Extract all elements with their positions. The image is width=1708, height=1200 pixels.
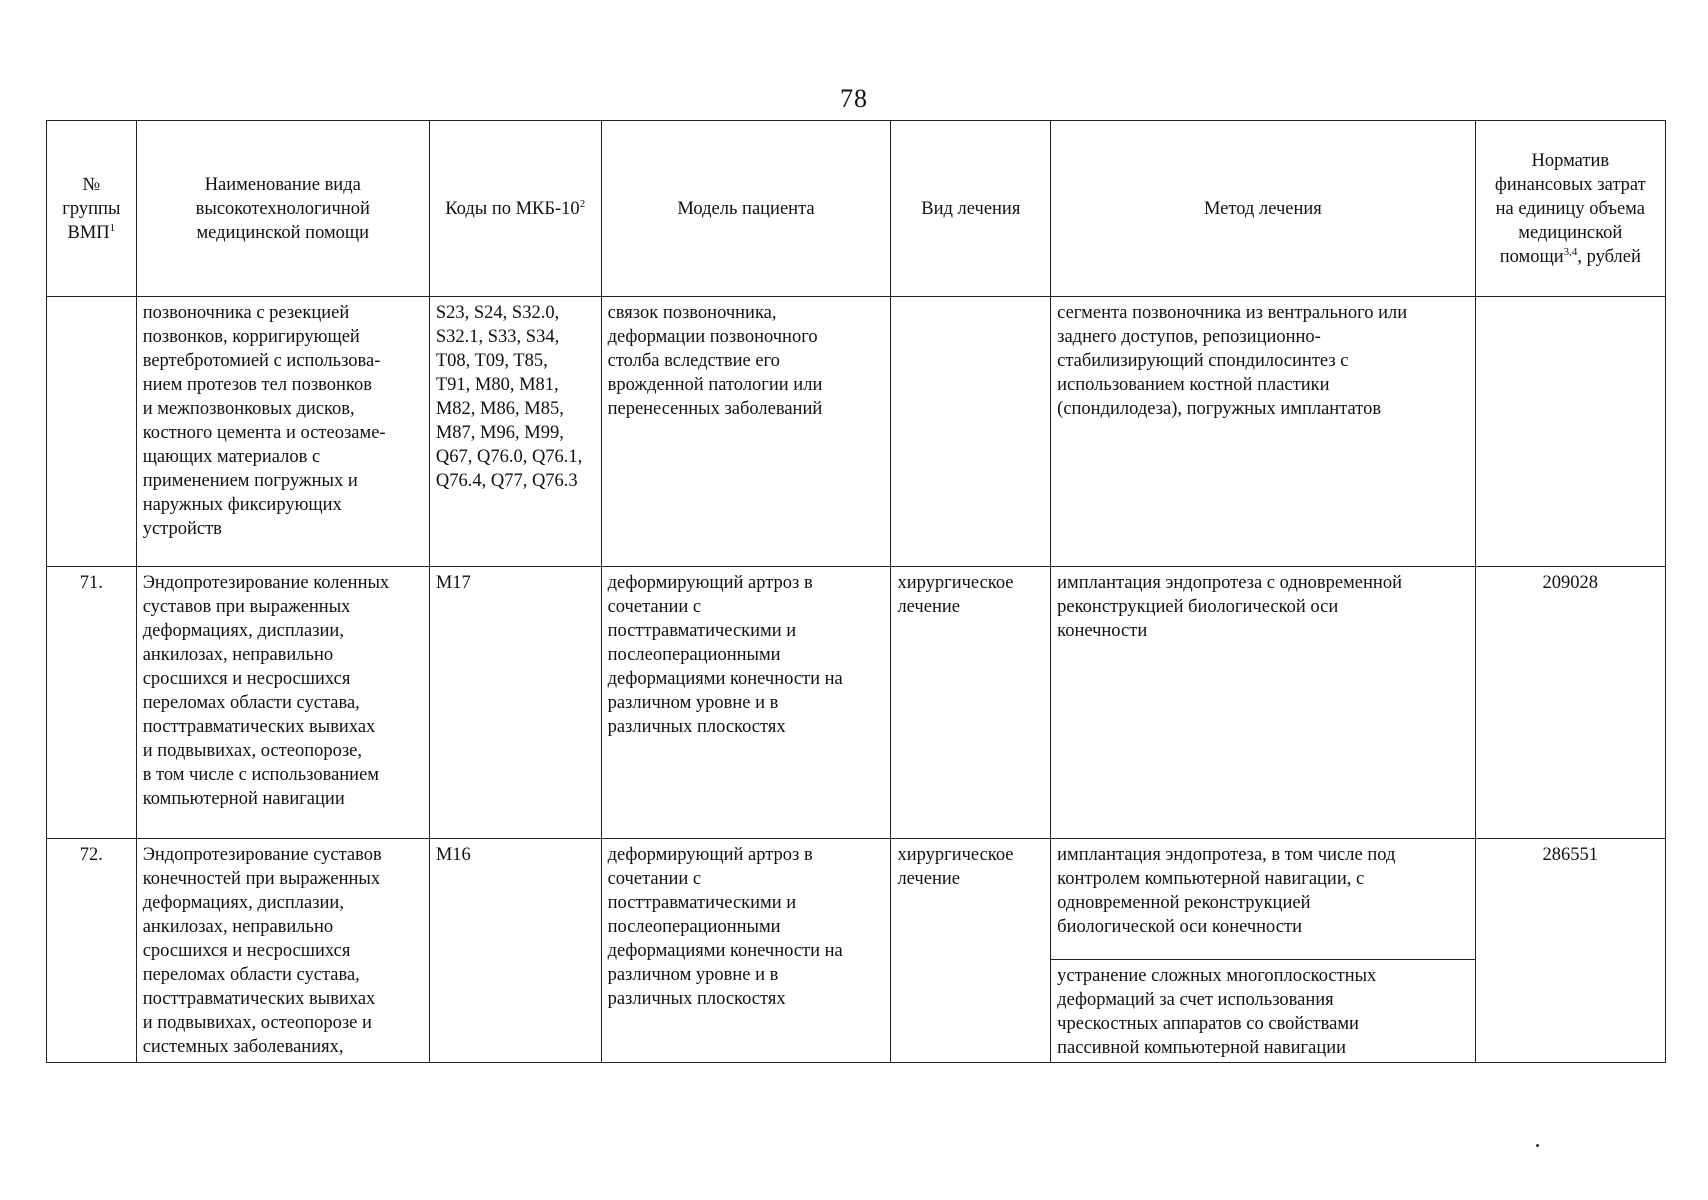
vmp-table [46, 120, 1666, 1063]
table-row [47, 567, 1666, 839]
group-number [47, 297, 137, 567]
treatment-type: хирургическое лечение [891, 839, 1051, 1063]
cost-standard: 286551 [1475, 839, 1665, 1063]
icd-codes: M16 [429, 839, 601, 1063]
treatment-type: хирургическое лечение [891, 567, 1051, 839]
patient-model: деформирующий артроз в сочетании с посттравматическими и послеоперационными деформациями конечности на различном уровне и в различных плоскостях [601, 567, 891, 839]
care-name: позвоночника с резекцией позвонков, корригирующей вертебротомией с использова- нием протезов тел позвонков и межпозвонковых дисков, костного цемента и остеозаме- щающих материалов с применением погружных и наружных фиксирующих устройств [136, 297, 429, 567]
treatment-type [891, 297, 1051, 567]
header-cost-standard: Норматив финансовых затрат на единицу объема медицинской помощи$^{3,4}$, рублей [1475, 121, 1665, 297]
table-row [47, 839, 1666, 1063]
header-treatment-type: Вид лечения [891, 121, 1051, 297]
treatment-method: устранение сложных многоплоскостных деформаций за счет использования чрескостных аппаратов со свойствами пассивной компьютерной навигации [1051, 959, 1474, 1062]
care-name: Эндопротезирование коленных суставов при выраженных деформациях, дисплазии, анкилозах, неправильно сросшихся и несросшихся переломах области сустава, посттравматических вывихах и подвывихах, остеопорозе, в том числе с использованием компьютерной навигации [136, 567, 429, 839]
cost-standard [1475, 297, 1665, 567]
cost-standard: 209028 [1475, 567, 1665, 839]
header-icd-codes: Коды по МКБ-$10^2$ [429, 121, 601, 297]
header-care-name: Наименование вида высокотехнологичной медицинской помощи [136, 121, 429, 297]
page-number: 78 [840, 84, 868, 113]
treatment-method: имплантация эндопротеза, в том числе под контролем компьютерной навигации, с одновременной реконструкцией биологической оси конечности [1057, 845, 1396, 937]
header-group-number: № группы ВМП$^1$ [47, 121, 137, 297]
table-row [47, 297, 1666, 567]
treatment-method: имплантация эндопротеза с одновременной реконструкцией биологической оси конечности [1051, 567, 1475, 839]
header-patient-model: Модель пациента [601, 121, 891, 297]
icd-codes: M17 [429, 567, 601, 839]
scan-speck [1536, 1144, 1539, 1147]
header-row [47, 121, 1666, 297]
group-number: 71. [47, 567, 137, 839]
treatment-method: сегмента позвоночника из вентрального или заднего доступов, репозиционно- стабилизирующий спондилосинтез с использованием костной пластики (спондилодеза), погружных имплантатов [1051, 297, 1475, 567]
group-number: 72. [47, 839, 137, 1063]
care-name: Эндопротезирование суставов конечностей при выраженных деформациях, дисплазии, анкилозах, неправильно сросшихся и несросшихся переломах области сустава, посттравматических вывихах и подвывихах, остеопорозе и системных заболеваниях, [136, 839, 429, 1063]
patient-model: связок позвоночника, деформации позвоночного столба вследствие его врожденной патологии или перенесенных заболеваний [601, 297, 891, 567]
patient-model: деформирующий артроз в сочетании с посттравматическими и послеоперационными деформациями конечности на различном уровне и в различных плоскостях [601, 839, 891, 1063]
header-treatment-method: Метод лечения [1051, 121, 1475, 297]
icd-codes: S23, S24, S32.0, S32.1, S33, S34, T08, T09, T85, T91, M80, M81, M82, M86, M85, M87, M96, M99, Q67, Q76.0, Q76.1, Q76.4, Q77, Q76.3 [429, 297, 601, 567]
treatment-method-list [1051, 839, 1475, 1063]
